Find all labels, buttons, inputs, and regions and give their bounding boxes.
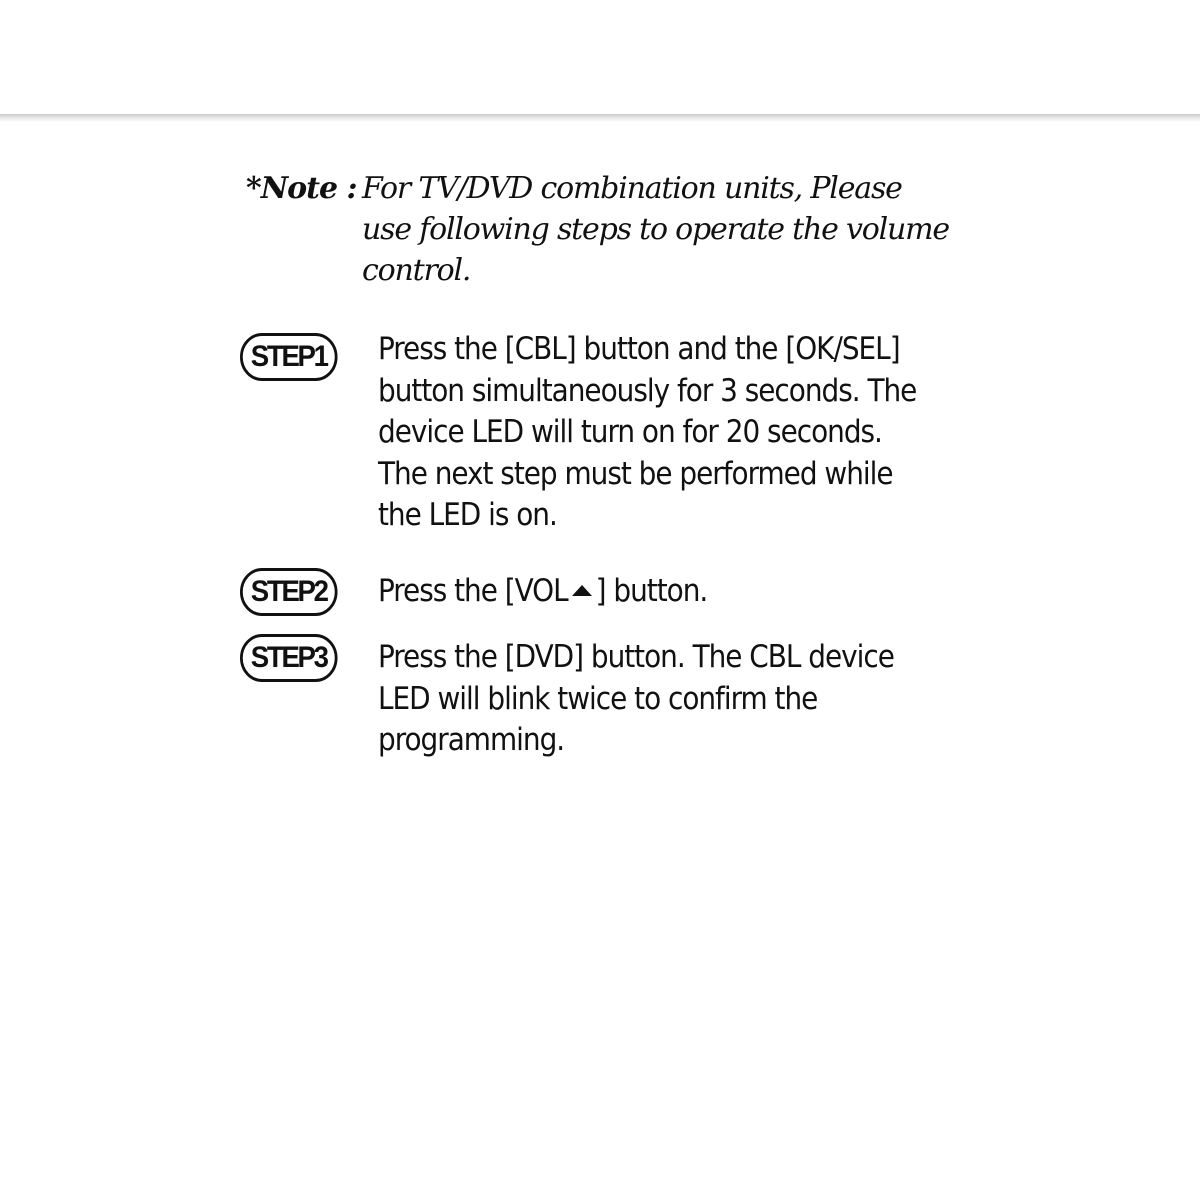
note-line: use following steps to operate the volume [362, 212, 949, 247]
step-2-text [378, 571, 958, 613]
step-1-line: Press the [CBL] button and the [OK/SEL] [378, 331, 900, 367]
note-body [362, 168, 962, 291]
note-prefix: *Note : [246, 171, 357, 206]
step-2-text-after: ] button. [595, 573, 708, 609]
step-3-line: LED will blink twice to confirm the [378, 680, 818, 717]
top-divider [0, 114, 1200, 122]
up-triangle-icon [572, 585, 592, 596]
step-3-line: Press the [DVD] button. The CBL device [378, 639, 894, 675]
step-1-line: the LED is on. [378, 497, 557, 533]
note-line: For TV/DVD combination units, Please [362, 171, 902, 206]
step-2-line [378, 571, 707, 613]
step-3-line: programming. [378, 722, 565, 758]
step-1-text [378, 329, 958, 537]
step-2-badge: STEP2 [240, 568, 338, 616]
step-2-text-before: Press the [VOL [378, 573, 568, 609]
step-1-line: device LED will turn on for 20 seconds. [378, 414, 882, 450]
note-line: control. [362, 253, 471, 288]
step-3-text [378, 637, 958, 762]
step-1-line: button simultaneously for 3 seconds. The [378, 372, 917, 409]
step-3-badge: STEP3 [240, 634, 338, 682]
step-1-line: The next step must be performed while [378, 455, 893, 492]
step-1-badge: STEP1 [240, 333, 338, 381]
